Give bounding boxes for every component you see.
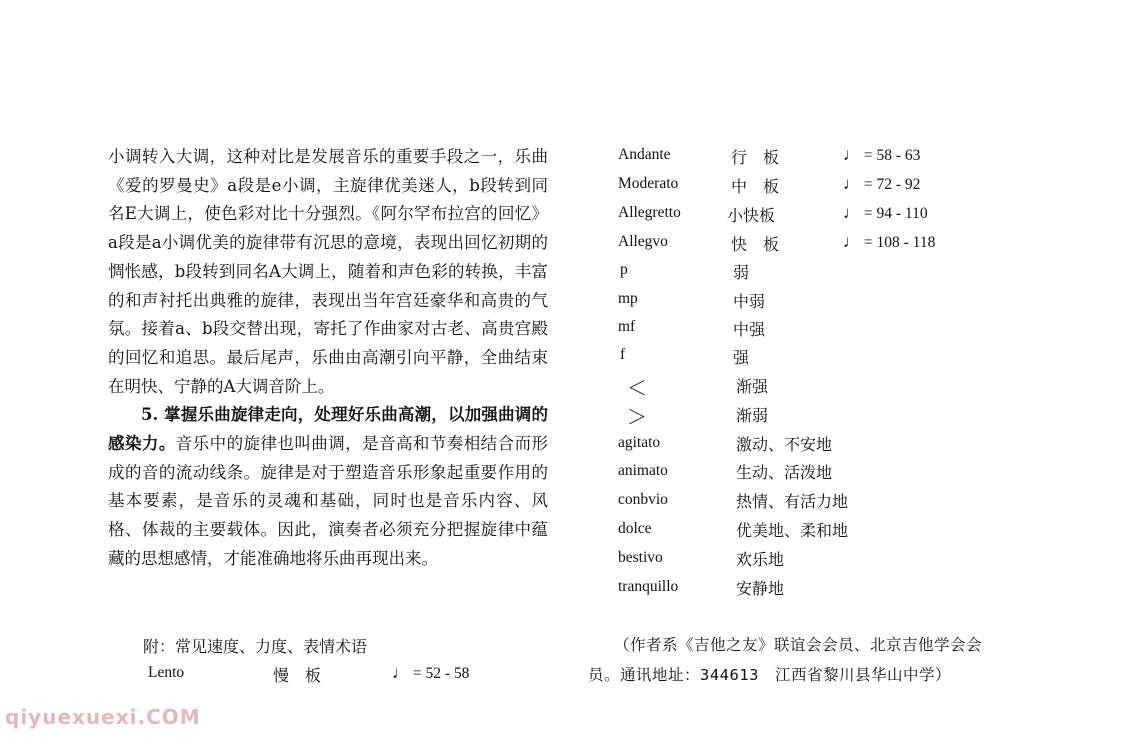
term-andante: Andante (618, 146, 671, 163)
term-dolce: dolce (618, 520, 652, 537)
meaning-f: 强 (733, 348, 750, 367)
tempo-lento: ♩ = 52 - 58 (392, 663, 470, 682)
left-column (108, 143, 548, 574)
author-note-line-2: 员。通讯地址：344613 江西省黎川县华山中学） (588, 666, 951, 684)
tempo-moderato: ♩ = 72 - 92 (843, 174, 921, 193)
term-tranquillo: tranquillo (618, 578, 679, 595)
term-bestivo: bestivo (618, 549, 663, 566)
tempo-allegretto: ♩ = 94 - 110 (843, 203, 928, 222)
term-mf: mf (618, 318, 636, 335)
term-moderato: Moderato (618, 175, 679, 192)
term-animato: animato (618, 462, 668, 479)
term-conbvio: conbvio (618, 491, 668, 508)
meaning-conbvio: 热情、有活力地 (736, 492, 849, 511)
term-lento: Lento (148, 664, 185, 681)
meaning-moderato: 中 板 (731, 177, 780, 196)
body-paragraph: 小调转入大调，这种对比是发展音乐的重要手段之一，乐曲《爱的罗曼史》a段是e小调，主旋律优美迷人，b段转到同名E大调上，使色彩对比十分强烈。《阿尔罕布拉宫的回忆》a段是a小调优美的旋律带有沉思的意境，表现出回忆初期的惆怅感，b段转到同名A大调上，随着和声色彩的转换，丰富的和声衬托出典雅的旋律，表现出当年宫廷豪华和高贵的气氛。接着a、b段交替出现，寄托了作曲家对古老、高贵宫殿的回忆和追思。最后尾声，乐曲由高潮引向平静，全曲结束在明快、宁静的A大调音阶上。 (108, 147, 548, 396)
meaning-agitato: 激动、不安地 (736, 435, 833, 454)
section-5-paragraph (108, 401, 548, 573)
meaning-tranquillo: 安静地 (736, 579, 785, 598)
meaning-diminuendo: 渐弱 (736, 406, 769, 425)
term-agitato: agitato (618, 434, 661, 451)
tempo-allegvo: ♩ = 108 - 118 (843, 232, 936, 251)
meaning-bestivo: 欢乐地 (736, 550, 785, 569)
meaning-mp: 中弱 (733, 292, 766, 311)
term-allegvo: Allegvo (618, 233, 668, 250)
term-mp: mp (618, 290, 638, 307)
section-5-body: 音乐中的旋律也叫曲调，是音高和节奏相结合而形成的音的流动线条。旋律是对于塑造音乐形象起重要作用的基本要素，是音乐的灵魂和基础，同时也是音乐内容、风格、体裁的主要载体。因此，演奏者必须充分把握旋律中蕴藏的思想感情，才能准确地将乐曲再现出来。 (108, 434, 549, 568)
meaning-allegretto: 小快板 (727, 206, 776, 225)
meaning-mf: 中强 (733, 320, 766, 339)
section-5-heading: 5. 掌握乐曲旋律走向，处理好乐曲高潮，以加强曲调的感染力。 (108, 405, 548, 454)
meaning-animato: 生动、活泼地 (736, 463, 833, 482)
diminuendo-symbol: ＞ (627, 405, 647, 429)
tempo-andante: ♩ = 58 - 63 (843, 145, 921, 164)
meaning-crescendo: 渐强 (736, 377, 769, 396)
term-p: p (620, 261, 628, 278)
meaning-andante: 行 板 (731, 148, 780, 167)
meaning-allegvo: 快 板 (731, 235, 780, 254)
meaning-p: 弱 (733, 263, 750, 282)
author-note-line-1: （作者系《吉他之友》联谊会会员、北京吉他学会会 (614, 636, 983, 654)
crescendo-symbol: ＜ (627, 376, 647, 400)
watermark: qiyuexuexi.COM (5, 705, 201, 729)
term-allegretto: Allegretto (618, 204, 681, 221)
meaning-lento: 慢 板 (273, 666, 322, 685)
term-f: f (620, 346, 626, 363)
meaning-dolce: 优美地、柔和地 (736, 521, 849, 540)
appendix-title: 附：常见速度、力度、表情术语 (143, 637, 368, 656)
